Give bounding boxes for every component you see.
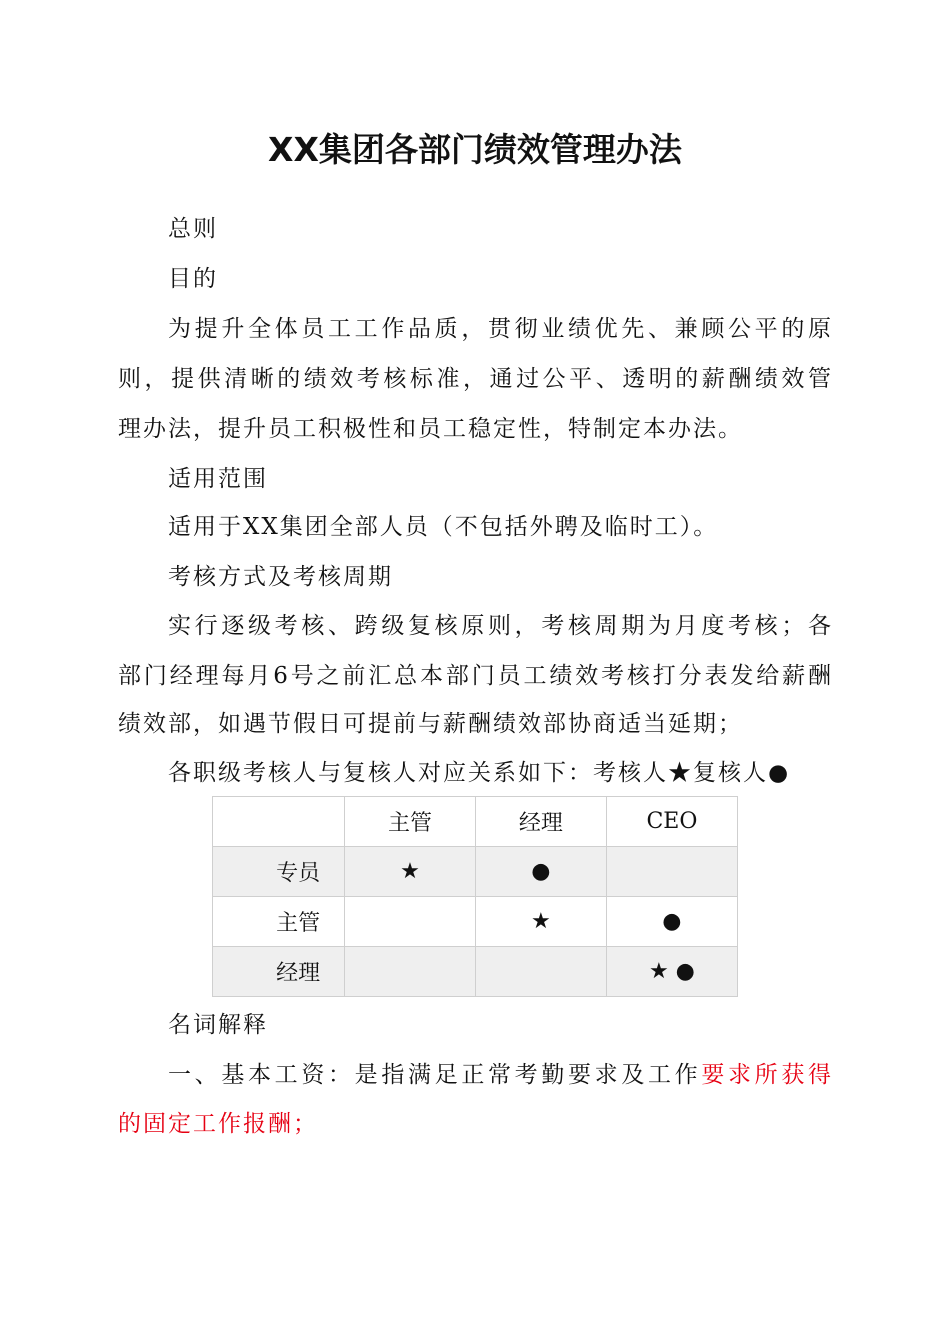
heading-terms: 名词解释: [168, 1012, 268, 1038]
table-header-manager: 经理: [475, 797, 606, 847]
heading-scope: 适用范围: [168, 466, 268, 492]
purpose-line-2: 则，提供清晰的绩效考核标准，通过公平、透明的薪酬绩效管: [118, 366, 833, 392]
table-cell: ●: [475, 847, 606, 897]
term1-text: 一、基本工资：是指满足正常考勤要求及工作: [168, 1062, 702, 1088]
table-corner-cell: [213, 797, 345, 847]
row-label: 主管: [213, 897, 345, 947]
heading-method: 考核方式及考核周期: [168, 564, 393, 590]
table-cell: [475, 947, 606, 997]
row-label: 经理: [213, 947, 345, 997]
table-cell: [345, 897, 476, 947]
method-line-3: 绩效部，如遇节假日可提前与薪酬绩效部协商适当延期；: [118, 711, 743, 737]
relation-table: [212, 796, 738, 997]
term1-highlight-b: 的固定工作报酬；: [118, 1111, 318, 1137]
document-title: XX集团各部门绩效管理办法: [268, 130, 682, 169]
row-label: 专员: [213, 847, 345, 897]
method-line-1: 实行逐级考核、跨级复核原则，考核周期为月度考核；各: [168, 613, 833, 639]
term1-line-1: [168, 1050, 833, 1100]
scope-text: 适用于XX集团全部人员（不包括外聘及临时工）。: [168, 514, 719, 540]
table-row: [213, 897, 738, 947]
heading-purpose: 目的: [168, 266, 218, 292]
table-cell: ★: [475, 897, 606, 947]
table-row: [213, 947, 738, 997]
table-header-ceo: CEO: [606, 797, 737, 847]
relation-intro: 各职级考核人与复核人对应关系如下：考核人★复核人●: [168, 760, 791, 786]
table-row: [213, 847, 738, 897]
heading-general: 总则: [168, 216, 218, 242]
purpose-line-3: 理办法，提升员工积极性和员工稳定性，特制定本办法。: [118, 416, 743, 442]
method-line-2: 部门经理每月6号之前汇总本部门员工绩效考核打分表发给薪酬: [118, 663, 833, 689]
table-header-row: [213, 797, 738, 847]
table-header-supervisor: 主管: [345, 797, 476, 847]
table-cell: ★ ●: [606, 947, 737, 997]
term1-highlight-a: 要求所获得: [701, 1062, 834, 1088]
table-cell: [345, 947, 476, 997]
purpose-line-1: 为提升全体员工工作品质，贯彻业绩优先、兼顾公平的原: [168, 316, 833, 342]
table-cell: ●: [606, 897, 737, 947]
table-cell: [606, 847, 737, 897]
table-cell: ★: [345, 847, 476, 897]
